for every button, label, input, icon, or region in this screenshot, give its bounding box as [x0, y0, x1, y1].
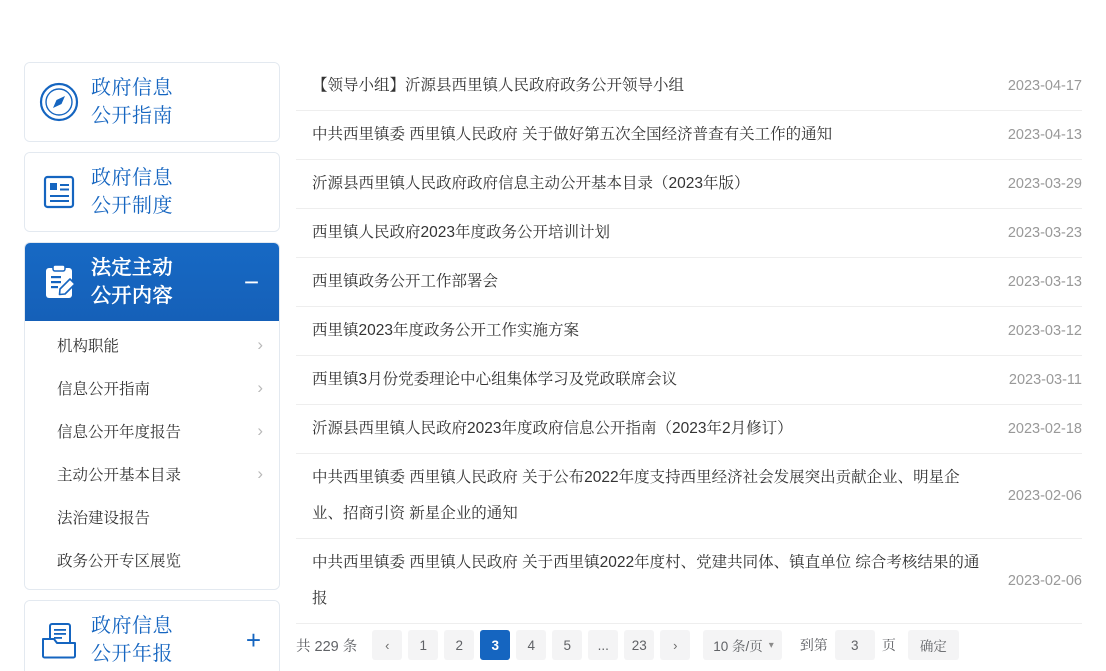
table-row[interactable] [296, 454, 1082, 539]
sidebar-item-fazhijianshe[interactable] [25, 495, 279, 538]
sidebar-card-system[interactable] [24, 152, 280, 232]
chevron-right-icon: › [257, 335, 263, 354]
news-date: 2023-03-23 [1007, 225, 1082, 241]
pagination-next-button[interactable]: › [660, 630, 690, 660]
news-date: 2023-03-11 [1008, 372, 1082, 388]
sidebar-card-annual-report-title [91, 612, 173, 668]
page-size-select[interactable] [703, 630, 782, 660]
pagination [296, 630, 1086, 660]
news-date: 2023-04-13 [1007, 127, 1082, 143]
sidebar-item-label: 主动公开基本目录 [57, 466, 182, 484]
news-date: 2023-02-06 [1007, 573, 1082, 589]
sidebar-item-label: 信息公开年度报告 [57, 423, 182, 441]
collapse-toggle-icon[interactable]: − [243, 267, 259, 297]
page-jump-input[interactable] [835, 630, 875, 660]
news-date: 2023-03-12 [1007, 323, 1082, 339]
sidebar-item-niandubaogao[interactable] [25, 409, 279, 452]
sidebar-card-system-header[interactable] [25, 153, 279, 231]
table-row[interactable] [296, 160, 1082, 209]
news-date: 2023-03-13 [1007, 274, 1082, 290]
pagination-page-last[interactable]: 23 [624, 630, 654, 660]
news-date: 2023-04-17 [1007, 78, 1082, 94]
sidebar-card-annual-report-header[interactable] [25, 601, 279, 671]
document-list-icon [37, 170, 81, 214]
news-title[interactable]: 中共西里镇委 西里镇人民政府 关于公布2022年度支持西里经济社会发展突出贡献企业、明星企业、招商引资 新星企业的通知 [312, 469, 960, 522]
folder-doc-icon [37, 618, 81, 662]
sidebar-card-guide-title-line2: 公开指南 [91, 105, 173, 127]
news-title[interactable]: 沂源县西里镇人民政府政府信息主动公开基本目录（2023年版） [312, 175, 750, 192]
sidebar-card-annual-report-title-line2: 公开年报 [91, 643, 173, 665]
pagination-page-5[interactable]: 5 [552, 630, 582, 660]
table-row[interactable] [296, 307, 1082, 356]
sidebar-card-guide[interactable] [24, 62, 280, 142]
sidebar-card-guide-title-line1: 政府信息 [91, 77, 173, 99]
sidebar-item-label: 信息公开指南 [57, 380, 151, 398]
expand-toggle-icon[interactable]: + [245, 625, 261, 655]
table-row[interactable] [296, 539, 1082, 624]
sidebar-card-guide-header[interactable] [25, 63, 279, 141]
sidebar-item-label: 政务公开专区展览 [57, 552, 182, 570]
pagination-prev-button[interactable]: ‹ [372, 630, 402, 660]
table-row[interactable] [296, 111, 1082, 160]
pagination-page-1[interactable]: 1 [408, 630, 438, 660]
sidebar-item-label: 机构职能 [57, 337, 120, 355]
news-list [296, 62, 1082, 624]
table-row[interactable] [296, 405, 1082, 454]
news-title[interactable]: 西里镇3月份党委理论中心组集体学习及党政联席会议 [312, 371, 678, 388]
chevron-right-icon: › [257, 378, 263, 397]
news-title[interactable]: 西里镇政务公开工作部署会 [312, 273, 499, 290]
sidebar-item-jigouzhineng[interactable] [25, 323, 279, 366]
pagination-page-4[interactable]: 4 [516, 630, 546, 660]
pagination-total: 共 229 条 [296, 638, 358, 655]
sidebar-card-guide-title [91, 74, 173, 130]
page-size-label: 10 条/页 [713, 639, 763, 654]
sidebar-card-system-title [91, 164, 173, 220]
sidebar-item-jibenmulu[interactable] [25, 452, 279, 495]
table-row[interactable] [296, 62, 1082, 111]
pagination-page-2[interactable]: 2 [444, 630, 474, 660]
clipboard-pen-icon [37, 260, 81, 304]
sidebar-card-legal-content-header[interactable] [25, 243, 279, 321]
sidebar-item-label: 法治建设报告 [57, 509, 151, 527]
sidebar-card-annual-report-title-line1: 政府信息 [91, 615, 173, 637]
sidebar-card-legal-content-title [91, 254, 173, 310]
compass-icon [37, 80, 81, 124]
sidebar-card-system-title-line1: 政府信息 [91, 167, 173, 189]
page-jump-suffix: 页 [881, 637, 896, 653]
page-jump [800, 630, 896, 660]
table-row[interactable] [296, 356, 1082, 405]
sidebar-card-annual-report[interactable] [24, 600, 280, 671]
pagination-ellipsis[interactable]: ... [588, 630, 618, 660]
news-title[interactable]: 【领导小组】沂源县西里镇人民政府政务公开领导小组 [312, 77, 685, 94]
chevron-right-icon: › [257, 464, 263, 483]
sidebar-submenu [25, 321, 279, 589]
sidebar-card-system-title-line2: 公开制度 [91, 195, 173, 217]
sidebar-card-legal-content-title-line2: 公开内容 [91, 285, 173, 307]
confirm-button[interactable]: 确定 [908, 630, 959, 660]
chevron-down-icon: ▾ [768, 639, 774, 651]
pagination-page-3[interactable]: 3 [480, 630, 510, 660]
news-title[interactable]: 西里镇2023年度政务公开工作实施方案 [312, 322, 579, 339]
news-title[interactable]: 中共西里镇委 西里镇人民政府 关于西里镇2022年度村、党建共同体、镇直单位 综合考核结果的通报 [312, 554, 980, 607]
sidebar-card-legal-content[interactable] [24, 242, 280, 590]
sidebar [24, 62, 280, 671]
news-date: 2023-03-29 [1007, 176, 1082, 192]
news-date: 2023-02-18 [1007, 421, 1082, 437]
sidebar-item-xinxigongkaizhinan[interactable] [25, 366, 279, 409]
page-jump-label: 到第 [799, 637, 828, 653]
news-title[interactable]: 西里镇人民政府2023年度政务公开培训计划 [312, 224, 610, 241]
sidebar-item-zhuanquzhanlan[interactable] [25, 538, 279, 581]
sidebar-card-legal-content-title-line1: 法定主动 [91, 257, 173, 279]
table-row[interactable] [296, 209, 1082, 258]
chevron-right-icon: › [257, 421, 263, 440]
news-title[interactable]: 中共西里镇委 西里镇人民政府 关于做好第五次全国经济普查有关工作的通知 [312, 126, 833, 143]
table-row[interactable] [296, 258, 1082, 307]
news-date: 2023-02-06 [1007, 488, 1082, 504]
news-title[interactable]: 沂源县西里镇人民政府2023年度政府信息公开指南（2023年2月修订） [312, 420, 793, 437]
